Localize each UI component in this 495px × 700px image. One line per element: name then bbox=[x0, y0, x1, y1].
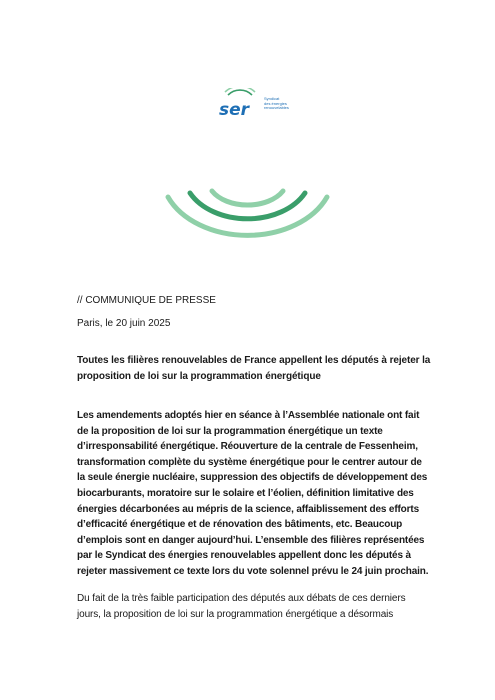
ser-logo bbox=[217, 88, 307, 122]
ser-wordmark-icon bbox=[217, 88, 263, 122]
decorative-arcs-graphic bbox=[160, 185, 335, 270]
svg-text:ser: ser bbox=[219, 100, 250, 120]
lead-paragraph bbox=[77, 408, 429, 580]
logo-text-line: des énergies bbox=[264, 100, 287, 106]
lead-line: transformation complète du système énergétique pour le centrer autour de bbox=[77, 456, 422, 468]
lead-line: d’irresponsabilité énergétique. Réouverture de la centrale de Fessenheim, bbox=[77, 441, 418, 453]
lead-line: énergies décarbonées au mépris de la science, affaiblissement des efforts bbox=[77, 503, 419, 515]
lead-line: d’emplois sont en danger aujourd’hui. L’ensemble des filières représentées bbox=[77, 534, 425, 546]
lead-line: par le Syndicat des énergies renouvelables appellent donc les députés à bbox=[77, 550, 411, 562]
lead-line: d’efficacité énergétique et de rénovation des bâtiments, etc. Beaucoup bbox=[77, 519, 403, 531]
lead-line: biocarburants, moratoire sur le solaire et l’éolien, définition limitative des bbox=[77, 487, 414, 499]
logo-text-line: Syndicat bbox=[264, 96, 280, 101]
lead-line: rejeter massivement ce texte lors du vote solennel prévu le 24 juin prochain. bbox=[77, 565, 429, 577]
arc-inner bbox=[212, 191, 283, 205]
body-paragraph bbox=[77, 591, 422, 622]
headline-line: proposition de loi sur la programmation énergétique bbox=[77, 370, 321, 382]
headline bbox=[77, 353, 431, 384]
body-line: Du fait de la très faible participation des députés aux débats de ces derniers bbox=[77, 593, 406, 604]
document-type-label: // COMMUNIQUE DE PRESSE bbox=[77, 295, 216, 306]
dateline: Paris, le 20 juin 2025 bbox=[77, 318, 171, 329]
logo-text-line: renouvelables bbox=[264, 105, 289, 111]
lead-line: Les amendements adoptés hier en séance à l’Assemblée nationale ont fait bbox=[77, 410, 420, 421]
body-line: jours, la proposition de loi sur la programmation énergétique a désormais bbox=[77, 608, 394, 620]
lead-line: de la proposition de loi sur la programmation énergétique un texte bbox=[77, 425, 383, 437]
lead-line: la seule énergie nucléaire, suppression des objectifs de développement des bbox=[77, 472, 428, 484]
ser-org-name bbox=[264, 97, 309, 111]
headline-line: Toutes les filières renouvelables de France appellent les députés à rejeter la bbox=[77, 355, 431, 366]
